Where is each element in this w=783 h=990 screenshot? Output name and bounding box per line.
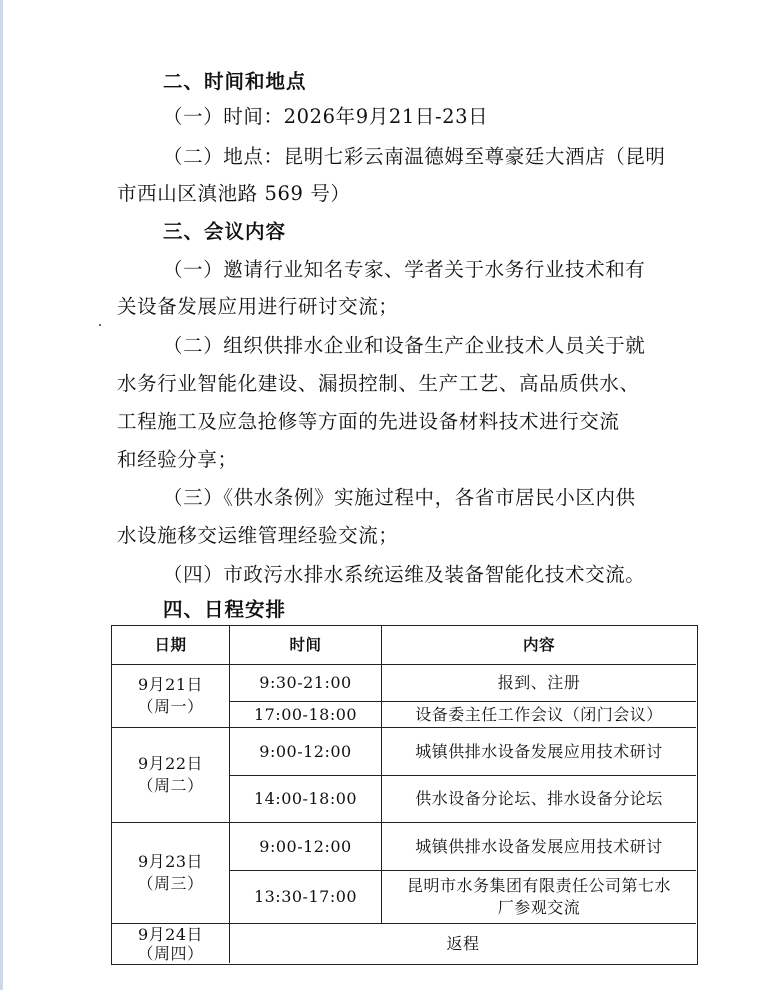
content-item-1-line-2: 关设备发展应用进行研讨交流； bbox=[117, 295, 399, 318]
date-cell bbox=[112, 665, 229, 727]
content-cell: 供水设备分论坛、排水设备分论坛 bbox=[415, 789, 663, 808]
header-time: 时间 bbox=[289, 636, 322, 654]
schedule-table bbox=[111, 625, 698, 965]
page-left-edge bbox=[0, 0, 3, 990]
date-cell bbox=[112, 823, 229, 923]
content-item-4-line-1: （四）市政污水排水系统运维及装备智能化技术交流。 bbox=[163, 563, 646, 586]
content-item-2-line-1: （二）组织供排水企业和设备生产企业技术人员关于就 bbox=[163, 334, 646, 357]
time-cell: 14:00-18:00 bbox=[253, 789, 358, 808]
content-cell: 城镇供排水设备发展应用技术研讨 bbox=[415, 836, 663, 856]
content-text-line-2: 厂参观交流 bbox=[497, 898, 581, 917]
content-text-line-1: 昆明市水务集团有限责任公司第七水 bbox=[406, 876, 671, 895]
weekday-text: （周三） bbox=[137, 874, 204, 893]
date-text: 9月22日 bbox=[137, 754, 204, 773]
time-cell: 17:00-18:00 bbox=[253, 704, 358, 724]
date-text: 9月21日 bbox=[137, 675, 204, 694]
date-text: 9月23日 bbox=[137, 852, 204, 871]
content-cell bbox=[382, 871, 696, 923]
content-item-1-line-1: （一）邀请行业知名专家、学者关于水务行业技术和有 bbox=[163, 258, 646, 281]
date-cell bbox=[112, 924, 229, 963]
section-2-heading: 二、时间和地点 bbox=[163, 70, 307, 93]
location-line-1: （二）地点：昆明七彩云南温德姆至尊豪廷大酒店（昆明 bbox=[163, 145, 666, 168]
content-item-2-line-3: 工程施工及应急抢修等方面的先进设备材料技术进行交流 bbox=[117, 410, 620, 433]
section-3-heading: 三、会议内容 bbox=[163, 220, 287, 243]
merged-content-cell: 返程 bbox=[446, 933, 480, 953]
content-cell: 设备委主任工作会议（闭门会议） bbox=[415, 704, 663, 724]
header-content: 内容 bbox=[522, 636, 555, 654]
time-cell: 9:00-12:00 bbox=[259, 741, 352, 761]
weekday-text: （周四） bbox=[137, 943, 204, 963]
date-cell bbox=[112, 728, 229, 822]
date-text: 9月24日 bbox=[137, 924, 204, 944]
stray-mark bbox=[99, 324, 101, 326]
weekday-text: （周一） bbox=[137, 697, 204, 716]
content-item-2-line-4: 和经验分享； bbox=[117, 448, 238, 471]
content-item-3-line-2: 水设施移交运维管理经验交流； bbox=[117, 524, 399, 547]
section-4-heading: 四、日程安排 bbox=[163, 598, 287, 621]
time-line: （一）时间：2026年9月21日-23日 bbox=[163, 105, 489, 128]
content-item-3-line-1: （三）《供水条例》实施过程中，各省市居民小区内供 bbox=[163, 486, 636, 509]
time-cell: 9:30-21:00 bbox=[259, 673, 352, 692]
location-line-2: 市西山区滇池路 569 号） bbox=[117, 182, 351, 205]
time-cell: 13:30-17:00 bbox=[253, 887, 358, 906]
content-item-2-line-2: 水务行业智能化建设、漏损控制、生产工艺、高品质供水、 bbox=[117, 372, 640, 395]
content-cell: 城镇供排水设备发展应用技术研讨 bbox=[415, 741, 663, 761]
weekday-text: （周二） bbox=[137, 776, 204, 795]
content-cell: 报到、注册 bbox=[497, 673, 581, 692]
time-cell: 9:00-12:00 bbox=[259, 836, 352, 856]
header-date: 日期 bbox=[154, 636, 187, 654]
